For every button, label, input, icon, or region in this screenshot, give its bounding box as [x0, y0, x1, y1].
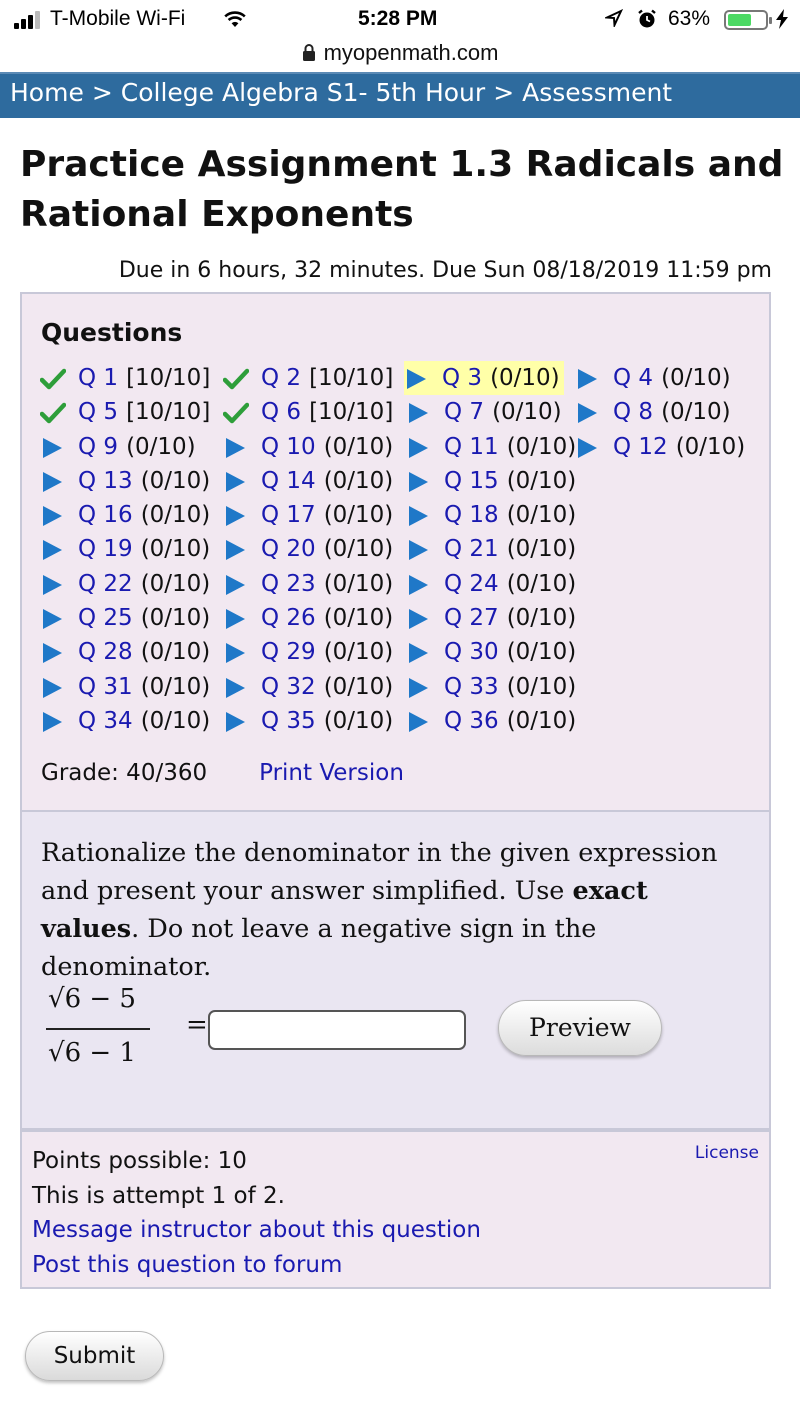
question-label: Q 31: [78, 673, 133, 700]
question-nav-item[interactable]: [406, 430, 577, 464]
question-navigation-panel: [20, 292, 771, 812]
fraction-denominator: √6 − 1: [48, 1038, 136, 1068]
question-link[interactable]: [78, 532, 210, 566]
unanswered-arrow-icon: [40, 505, 66, 527]
question-link[interactable]: [261, 670, 393, 704]
question-link[interactable]: [78, 498, 210, 532]
question-score: (0/10): [323, 467, 394, 494]
question-link[interactable]: [444, 430, 576, 464]
question-label: Q 29: [261, 639, 316, 666]
page-title: Practice Assignment 1.3 Radicals and Rational Exponents: [20, 144, 784, 235]
question-score: (0/10): [323, 639, 394, 666]
question-link[interactable]: [444, 395, 562, 429]
charging-bolt-icon: [775, 9, 789, 29]
question-link[interactable]: [613, 430, 745, 464]
question-score: (0/10): [323, 673, 394, 700]
question-link[interactable]: [78, 670, 210, 704]
question-link[interactable]: [261, 464, 393, 498]
question-nav-item[interactable]: [40, 361, 215, 395]
submit-button[interactable]: Submit: [25, 1331, 164, 1381]
question-score: (0/10): [661, 399, 731, 426]
question-score: (0/10): [675, 433, 746, 460]
unanswered-arrow-icon: [223, 574, 249, 596]
breadcrumb-home[interactable]: Home: [10, 78, 84, 107]
question-label: Q 17: [261, 502, 316, 529]
question-nav-item[interactable]: [404, 361, 564, 395]
question-nav-item[interactable]: [223, 464, 398, 498]
unanswered-arrow-icon: [406, 677, 432, 699]
question-link[interactable]: [444, 498, 576, 532]
question-nav-item[interactable]: [223, 395, 398, 429]
breadcrumb-separator: >: [91, 78, 113, 107]
question-link[interactable]: [444, 567, 576, 601]
question-score: (0/10): [140, 570, 211, 597]
question-nav-item[interactable]: [406, 670, 577, 704]
unanswered-arrow-icon: [40, 711, 66, 733]
unanswered-arrow-icon: [40, 677, 66, 699]
question-score: (0/10): [323, 536, 394, 563]
points-possible: Points possible: 10: [32, 1148, 247, 1174]
question-score: (0/10): [323, 707, 394, 734]
question-text-part1: Rationalize the denominator in the given expression and present your answer simplified. Use: [41, 838, 718, 906]
question-score: (0/10): [506, 570, 577, 597]
unanswered-arrow-icon: [575, 368, 601, 390]
question-score: (0/10): [140, 707, 211, 734]
question-nav-item[interactable]: [40, 601, 215, 635]
url-text: myopenmath.com: [323, 40, 499, 65]
question-link[interactable]: [78, 567, 210, 601]
unanswered-arrow-icon: [40, 574, 66, 596]
question-score: (0/10): [490, 365, 560, 391]
fraction-numerator: √6 − 5: [48, 984, 136, 1014]
question-score: (0/10): [506, 536, 577, 563]
question-score: (0/10): [506, 673, 577, 700]
battery-percent: 63%: [668, 7, 711, 30]
question-label: Q 3: [442, 365, 483, 391]
question-nav-item[interactable]: [223, 601, 398, 635]
question-nav-item[interactable]: [40, 498, 215, 532]
question-link[interactable]: [444, 670, 576, 704]
question-score: (0/10): [323, 570, 394, 597]
correct-checkmark-icon: [223, 402, 249, 424]
question-link[interactable]: [261, 532, 393, 566]
question-nav-item[interactable]: [223, 361, 398, 395]
unanswered-arrow-icon: [223, 505, 249, 527]
unanswered-arrow-icon: [406, 608, 432, 630]
question-score: (0/10): [506, 433, 577, 460]
question-nav-item[interactable]: [223, 430, 398, 464]
question-score: (0/10): [323, 433, 394, 460]
grade-text: Grade: 40/360: [41, 760, 208, 786]
question-label: Q 5: [78, 399, 119, 426]
unanswered-arrow-icon: [575, 402, 601, 424]
question-score: (0/10): [506, 707, 577, 734]
signal-icon: [14, 9, 44, 29]
question-link[interactable]: [444, 704, 576, 738]
question-body: [20, 812, 771, 1130]
url-bar[interactable]: [0, 40, 800, 72]
question-label: Q 11: [444, 433, 499, 460]
unanswered-arrow-icon: [406, 505, 432, 527]
question-label: Q 10: [261, 433, 316, 460]
question-nav-item[interactable]: [223, 498, 398, 532]
question-label: Q 33: [444, 673, 499, 700]
question-nav-item[interactable]: [406, 464, 577, 498]
preview-button[interactable]: Preview: [498, 1000, 662, 1056]
question-score: (0/10): [140, 639, 211, 666]
grade-line: [41, 760, 404, 786]
question-nav-item[interactable]: [223, 635, 398, 669]
status-time: 5:28 PM: [358, 7, 438, 30]
question-score: (0/10): [323, 502, 394, 529]
question-nav-item[interactable]: [223, 670, 398, 704]
carrier-name: T-Mobile Wi-Fi: [50, 7, 186, 30]
question-label: Q 14: [261, 467, 316, 494]
question-label: Q 34: [78, 707, 133, 734]
question-label: Q 7: [444, 399, 485, 426]
question-link[interactable]: [261, 567, 393, 601]
unanswered-arrow-icon: [40, 539, 66, 561]
question-score: (0/10): [506, 467, 577, 494]
question-score: (0/10): [140, 502, 211, 529]
question-text-part2: . Do not leave a negative sign in the denominator.: [41, 914, 597, 982]
question-score: [10/10]: [126, 365, 211, 391]
question-label: Q 26: [261, 605, 316, 632]
question-nav-item[interactable]: [40, 395, 215, 429]
unanswered-arrow-icon: [406, 711, 432, 733]
unanswered-arrow-icon: [223, 642, 249, 664]
correct-checkmark-icon: [40, 402, 66, 424]
question-link[interactable]: [261, 430, 393, 464]
message-instructor-link[interactable]: Message instructor about this question: [32, 1217, 481, 1243]
question-label: Q 28: [78, 639, 133, 666]
question-score: [10/10]: [309, 365, 394, 391]
unanswered-arrow-icon: [223, 608, 249, 630]
question-label: Q 19: [78, 536, 133, 563]
question-link[interactable]: [261, 635, 393, 669]
question-nav-item[interactable]: [40, 670, 215, 704]
question-label: Q 35: [261, 707, 316, 734]
question-label: Q 27: [444, 605, 499, 632]
question-nav-item[interactable]: [40, 635, 215, 669]
question-link[interactable]: [261, 395, 393, 429]
question-label: Q 1: [78, 365, 119, 391]
question-label: Q 16: [78, 502, 133, 529]
question-label: Q 13: [78, 467, 133, 494]
unanswered-arrow-icon: [406, 539, 432, 561]
question-label: Q 30: [444, 639, 499, 666]
question-nav-item[interactable]: [406, 395, 567, 429]
unanswered-arrow-icon: [406, 471, 432, 493]
question-nav-item[interactable]: [223, 567, 398, 601]
unanswered-arrow-icon: [223, 437, 249, 459]
question-link[interactable]: [261, 498, 393, 532]
question-link[interactable]: [78, 430, 196, 464]
question-link[interactable]: [78, 395, 210, 429]
question-nav-item[interactable]: [575, 395, 765, 429]
question-score: [10/10]: [126, 399, 211, 426]
question-score: (0/10): [506, 605, 577, 632]
question-nav-item[interactable]: [406, 532, 577, 566]
question-label: Q 20: [261, 536, 316, 563]
question-score: (0/10): [323, 605, 394, 632]
question-nav-item[interactable]: [575, 361, 765, 395]
question-link[interactable]: [261, 601, 393, 635]
question-link[interactable]: [444, 532, 576, 566]
question-nav-item[interactable]: [223, 532, 398, 566]
attempt-info: This is attempt 1 of 2.: [32, 1182, 285, 1209]
question-link[interactable]: [78, 704, 210, 738]
correct-checkmark-icon: [40, 368, 66, 390]
unanswered-arrow-icon: [406, 402, 432, 424]
unanswered-arrow-icon: [223, 539, 249, 561]
unanswered-arrow-icon: [40, 608, 66, 630]
question-score: (0/10): [140, 605, 211, 632]
question-label: Q 25: [78, 605, 133, 632]
question-link[interactable]: [78, 635, 210, 669]
question-score: (0/10): [661, 365, 731, 391]
due-date-text: Due in 6 hours, 32 minutes. Due Sun 08/18/2019 11:59 pm: [118, 258, 772, 283]
question-nav-item[interactable]: [40, 464, 215, 498]
question-score: (0/10): [506, 502, 577, 529]
question-label: Q 8: [613, 399, 654, 426]
question-label: Q 18: [444, 502, 499, 529]
question-nav-item[interactable]: [40, 567, 215, 601]
question-score: (0/10): [126, 433, 196, 460]
question-link[interactable]: [613, 361, 731, 395]
alarm-icon: [636, 8, 658, 30]
question-nav-item[interactable]: [406, 498, 577, 532]
question-label: Q 2: [261, 365, 302, 391]
question-label: Q 24: [444, 570, 499, 597]
question-text-bold: exact values: [41, 876, 648, 944]
unanswered-arrow-icon: [406, 642, 432, 664]
post-to-forum-link[interactable]: Post this question to forum: [32, 1251, 343, 1278]
unanswered-arrow-icon: [223, 471, 249, 493]
question-label: Q 32: [261, 673, 316, 700]
question-label: Q 22: [78, 570, 133, 597]
status-bar: [0, 0, 800, 40]
question-link[interactable]: [442, 361, 560, 395]
question-nav-item[interactable]: [223, 704, 398, 738]
question-link[interactable]: [444, 601, 576, 635]
question-score: (0/10): [140, 536, 211, 563]
lock-icon: [302, 43, 316, 61]
equals-sign: =: [186, 1010, 208, 1040]
question-label: Q 9: [78, 433, 119, 460]
unanswered-arrow-icon: [223, 677, 249, 699]
question-score: (0/10): [140, 467, 211, 494]
question-nav-item[interactable]: [40, 532, 215, 566]
question-label: Q 15: [444, 467, 499, 494]
answer-input[interactable]: [208, 1010, 466, 1050]
location-icon: [605, 9, 623, 27]
breadcrumb-separator: >: [493, 78, 515, 107]
unanswered-arrow-icon: [575, 437, 601, 459]
fraction-bar: [46, 1028, 150, 1030]
battery-icon: [724, 10, 768, 30]
question-link[interactable]: [78, 464, 210, 498]
license-link[interactable]: License: [694, 1143, 759, 1163]
question-nav-item[interactable]: [406, 601, 577, 635]
questions-heading: Questions: [41, 318, 183, 347]
breadcrumb-course[interactable]: College Algebra S1- 5th Hour: [120, 78, 486, 107]
unanswered-arrow-icon: [40, 642, 66, 664]
question-link[interactable]: [261, 704, 393, 738]
question-label: Q 23: [261, 570, 316, 597]
question-label: Q 36: [444, 707, 499, 734]
wifi-icon: [224, 10, 246, 28]
unanswered-arrow-icon: [223, 711, 249, 733]
unanswered-arrow-icon: [406, 437, 432, 459]
question-link[interactable]: [613, 395, 731, 429]
question-nav-item[interactable]: [575, 430, 765, 464]
question-link[interactable]: [444, 464, 576, 498]
question-score: [10/10]: [309, 399, 394, 426]
question-label: Q 6: [261, 399, 302, 426]
question-label: Q 4: [613, 365, 654, 391]
question-nav-item[interactable]: [406, 635, 577, 669]
question-link[interactable]: [78, 601, 210, 635]
unanswered-arrow-icon: [404, 368, 430, 390]
question-score: (0/10): [492, 399, 562, 426]
question-nav-item[interactable]: [40, 704, 215, 738]
question-label: Q 21: [444, 536, 499, 563]
question-link[interactable]: [78, 361, 210, 395]
question-nav-item[interactable]: [40, 430, 215, 464]
breadcrumb: [0, 72, 800, 118]
breadcrumb-assessment: Assessment: [522, 78, 673, 107]
unanswered-arrow-icon: [40, 437, 66, 459]
question-info-panel: [20, 1130, 771, 1289]
question-nav-item[interactable]: [406, 704, 577, 738]
question-score: (0/10): [506, 639, 577, 666]
unanswered-arrow-icon: [406, 574, 432, 596]
question-label: Q 12: [613, 433, 668, 460]
unanswered-arrow-icon: [40, 471, 66, 493]
question-text: [41, 834, 753, 986]
print-version-link[interactable]: Print Version: [259, 760, 404, 786]
question-link[interactable]: [261, 361, 393, 395]
question-nav-item[interactable]: [406, 567, 577, 601]
question-score: (0/10): [140, 673, 211, 700]
question-link[interactable]: [444, 635, 576, 669]
correct-checkmark-icon: [223, 368, 249, 390]
